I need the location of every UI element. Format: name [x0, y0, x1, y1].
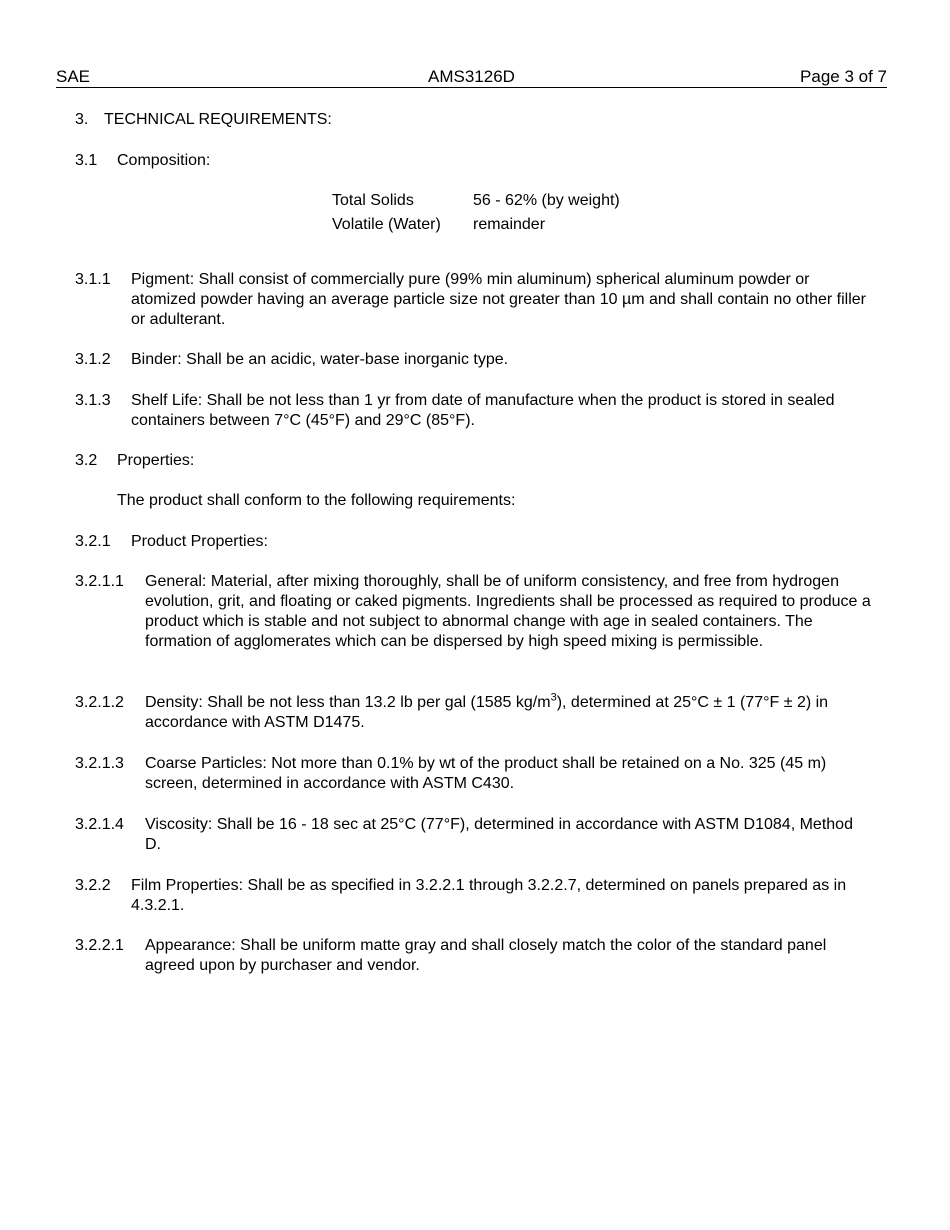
section-number: 3.2.1.2: [75, 694, 124, 711]
section-number: 3.2: [75, 452, 98, 469]
section-text: Shelf Life: Shall be not less than 1 yr from date of manufacture when the product is stored in sealed containers between 7°C (45°F) and 29°C (85°F).: [131, 392, 835, 429]
section-3-2-intro: [117, 491, 877, 511]
section-heading: TECHNICAL REQUIREMENTS:: [104, 111, 332, 128]
header-doc-number: AMS3126D: [428, 67, 515, 86]
header-org: SAE: [56, 67, 91, 86]
section-text: [145, 693, 873, 733]
section-text: General: Material, after mixing thoroughly, shall be of uniform consistency, and free from hydrogen evolution, grit, and floating or caked pigments. Ingredients shall be processed as required to produce a product which is stable and not subject to abnormal change with age in sealed containers. The formation of agglomerates which can be dispersed by high speed mixing is permissible.: [145, 573, 871, 650]
section-heading: Composition:: [117, 152, 211, 169]
page-header: [56, 67, 887, 88]
section-number: 3.1.3: [75, 392, 111, 409]
section-number: 3.2.1.1: [75, 573, 124, 590]
section-number: 3.1.1: [75, 271, 111, 288]
section-number: 3.1.2: [75, 351, 111, 368]
section-text: Pigment: Shall consist of commercially pure (99% min aluminum) spherical aluminum powder or atomized powder having an average particle size not greater than 10 µm and shall contain no other filler or adulterant.: [131, 271, 866, 328]
section-number: 3.2.2: [75, 877, 111, 894]
superscript: 3: [550, 691, 557, 704]
section-heading: Product Properties:: [131, 533, 268, 550]
section-number: 3.2.1.3: [75, 755, 124, 772]
density-text-start: Density: Shall be not less than 13.2 lb per gal (1585 kg/m: [145, 694, 551, 711]
composition-label: Total Solids: [332, 192, 414, 209]
section-text: Viscosity: Shall be 16 - 18 sec at 25°C (77°F), determined in accordance with ASTM D1084, Method D.: [145, 816, 853, 853]
composition-label: Volatile (Water): [332, 216, 441, 233]
section-text: The product shall conform to the following requirements:: [117, 492, 516, 509]
header-page-number: Page 3 of 7: [800, 67, 887, 86]
section-3-1-1: [0, 270, 950, 340]
composition-table: [332, 191, 620, 239]
section-number: 3.: [75, 111, 89, 128]
composition-value: 56 - 62% (by weight): [473, 192, 620, 209]
section-number: 3.1: [75, 152, 98, 169]
table-row: [332, 215, 620, 239]
section-number: 3.2.1: [75, 533, 111, 550]
section-text: Coarse Particles: Not more than 0.1% by wt of the product shall be retained on a No. 325 (45 m) screen, determined in accordance with ASTM C430.: [145, 755, 827, 792]
section-text: Film Properties: Shall be as specified in 3.2.2.1 through 3.2.2.7, determined on panels prepared as in 4.3.2.1.: [131, 877, 847, 914]
composition-value: remainder: [473, 216, 546, 233]
table-row: [332, 191, 620, 215]
section-number: 3.2.2.1: [75, 937, 124, 954]
section-heading: Properties:: [117, 452, 195, 469]
section-text: Binder: Shall be an acidic, water-base inorganic type.: [131, 351, 509, 368]
density-text-end: ), determined at 25°C ± 1 (77°F ± 2) in accordance with ASTM D1475.: [145, 694, 829, 731]
section-number: 3.2.1.4: [75, 816, 124, 833]
section-text: Appearance: Shall be uniform matte gray and shall closely match the color of the standard panel agreed upon by purchaser and vendor.: [145, 937, 827, 974]
